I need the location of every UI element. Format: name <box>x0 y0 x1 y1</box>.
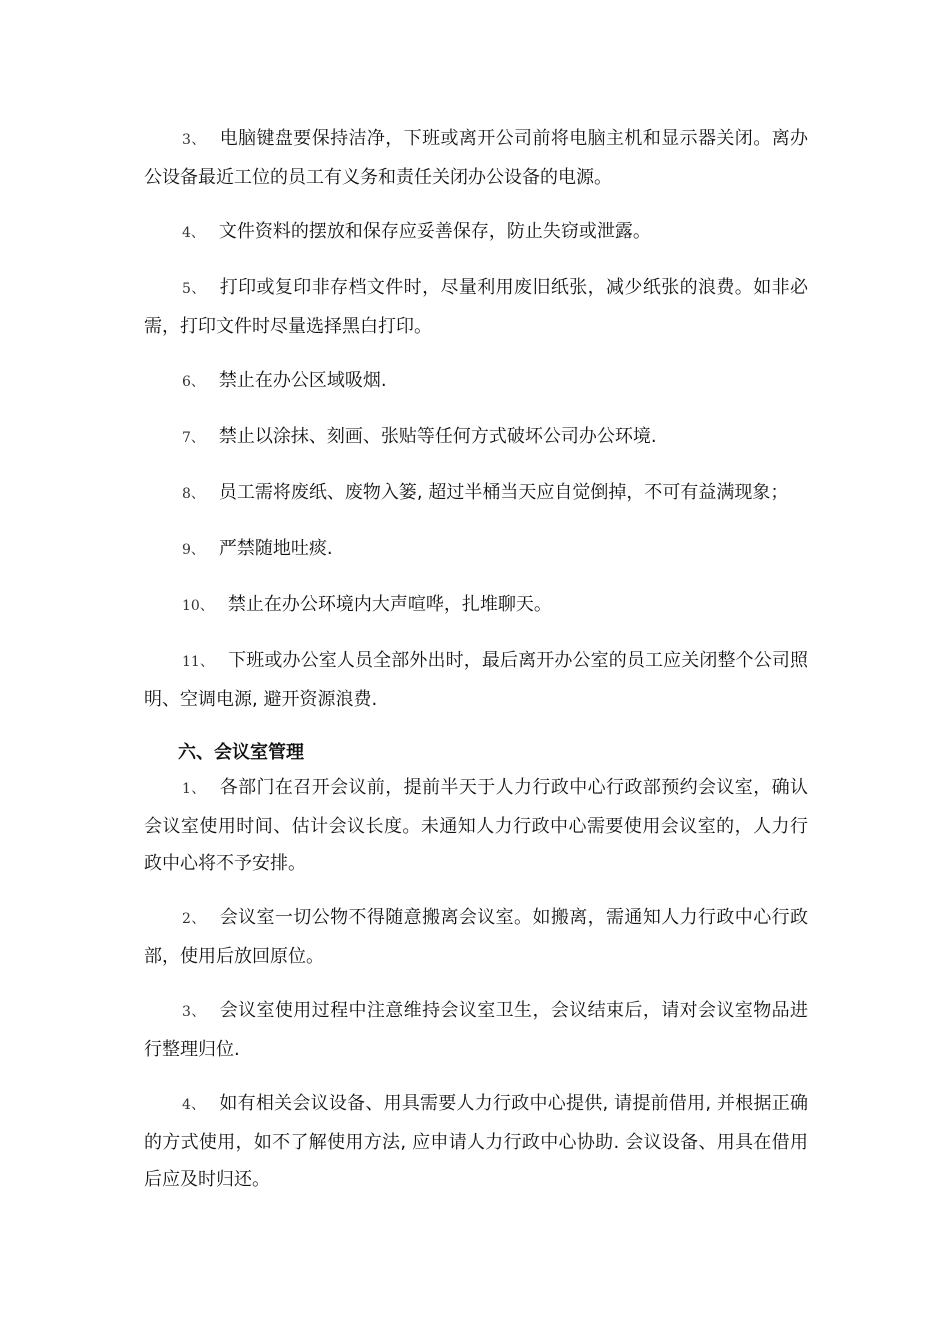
list-item <box>144 269 808 345</box>
item-number: 2 <box>182 911 191 927</box>
item-number: 10 <box>182 598 200 614</box>
list-item <box>144 1085 808 1198</box>
item-text: 禁止在办公环境内大声喧哗，扎堆聊天。 <box>227 594 552 615</box>
item-text: 打印或复印非存档文件时，尽量利用废旧纸张，减少纸张的浪费。如非必需，打印文件时尽量选择黑白打印。 <box>144 277 809 337</box>
item-number: 7 <box>182 430 191 446</box>
item-number: 5 <box>182 281 191 297</box>
item-separator: 、 <box>190 225 205 241</box>
document-body <box>144 120 808 1215</box>
item-separator: 、 <box>190 374 205 390</box>
list-item <box>144 213 808 252</box>
list-item <box>144 992 808 1068</box>
item-number: 3 <box>182 132 191 148</box>
item-text: 如有相关会议设备、用具需要人力行政中心提供, 请提前借用, 并根据正确的方式使用，如不了解使用方法, 应申请人力行政中心协助. 会议设备、用具在借用后应及时归还。 <box>144 1093 808 1190</box>
list-item <box>144 418 808 457</box>
item-text: 员工需将废纸、废物入篓, 超过半桶当天应自觉倒掉，不可有益满现象； <box>218 482 789 503</box>
item-text: 各部门在召开会议前，提前半天于人力行政中心行政部预约会议室，确认会议室使用时间、估计会议长度。未通知人力行政中心需要使用会议室的，人力行政中心将不予安排。 <box>144 777 809 874</box>
item-separator: 、 <box>190 486 205 502</box>
item-separator: 、 <box>190 911 206 927</box>
list-item <box>144 769 808 882</box>
item-separator: 、 <box>190 1004 206 1020</box>
item-number: 3 <box>182 1004 191 1020</box>
list-item <box>144 120 808 196</box>
item-separator: 、 <box>190 781 206 797</box>
meeting-room-section <box>144 769 808 1198</box>
item-separator: 、 <box>190 542 205 558</box>
list-item <box>144 530 808 569</box>
list-item <box>144 642 808 718</box>
item-number: 1 <box>182 781 191 797</box>
item-number: 9 <box>182 542 191 558</box>
item-text: 电脑键盘要保持洁净，下班或离开公司前将电脑主机和显示器关闭。离办公设备最近工位的员工有义务和责任关闭办公设备的电源。 <box>144 128 809 188</box>
item-text: 禁止在办公区域吸烟. <box>218 370 387 391</box>
list-item <box>144 899 808 975</box>
item-separator: 、 <box>190 281 206 297</box>
item-number: 6 <box>182 374 191 390</box>
item-text: 下班或办公室人员全部外出时，最后离开办公室的员工应关闭整个公司照明、空调电源, 避开资源浪费. <box>144 650 809 710</box>
item-separator: 、 <box>190 132 206 148</box>
item-number: 8 <box>182 486 191 502</box>
item-text: 严禁随地吐痰. <box>218 538 333 559</box>
item-text: 会议室使用过程中注意维持会议室卫生，会议结束后，请对会议室物品进行整理归位. <box>144 1000 809 1060</box>
item-separator: 、 <box>190 1097 206 1113</box>
section-heading: 六、会议室管理 <box>178 742 304 763</box>
list-item <box>144 586 808 625</box>
item-separator: 、 <box>199 654 215 670</box>
item-separator: 、 <box>199 598 214 614</box>
list-item <box>144 362 808 401</box>
item-text: 禁止以涂抹、刻画、张贴等任何方式破坏公司办公环境. <box>218 426 657 447</box>
item-number: 11 <box>182 654 200 670</box>
list-item <box>144 474 808 513</box>
item-number: 4 <box>182 1097 191 1113</box>
item-separator: 、 <box>190 430 205 446</box>
item-number: 4 <box>182 225 191 241</box>
item-text: 会议室一切公物不得随意搬离会议室。如搬离，需通知人力行政中心行政部，使用后放回原位。 <box>144 907 809 967</box>
item-text: 文件资料的摆放和保存应妥善保存，防止失窃或泄露。 <box>218 221 651 242</box>
